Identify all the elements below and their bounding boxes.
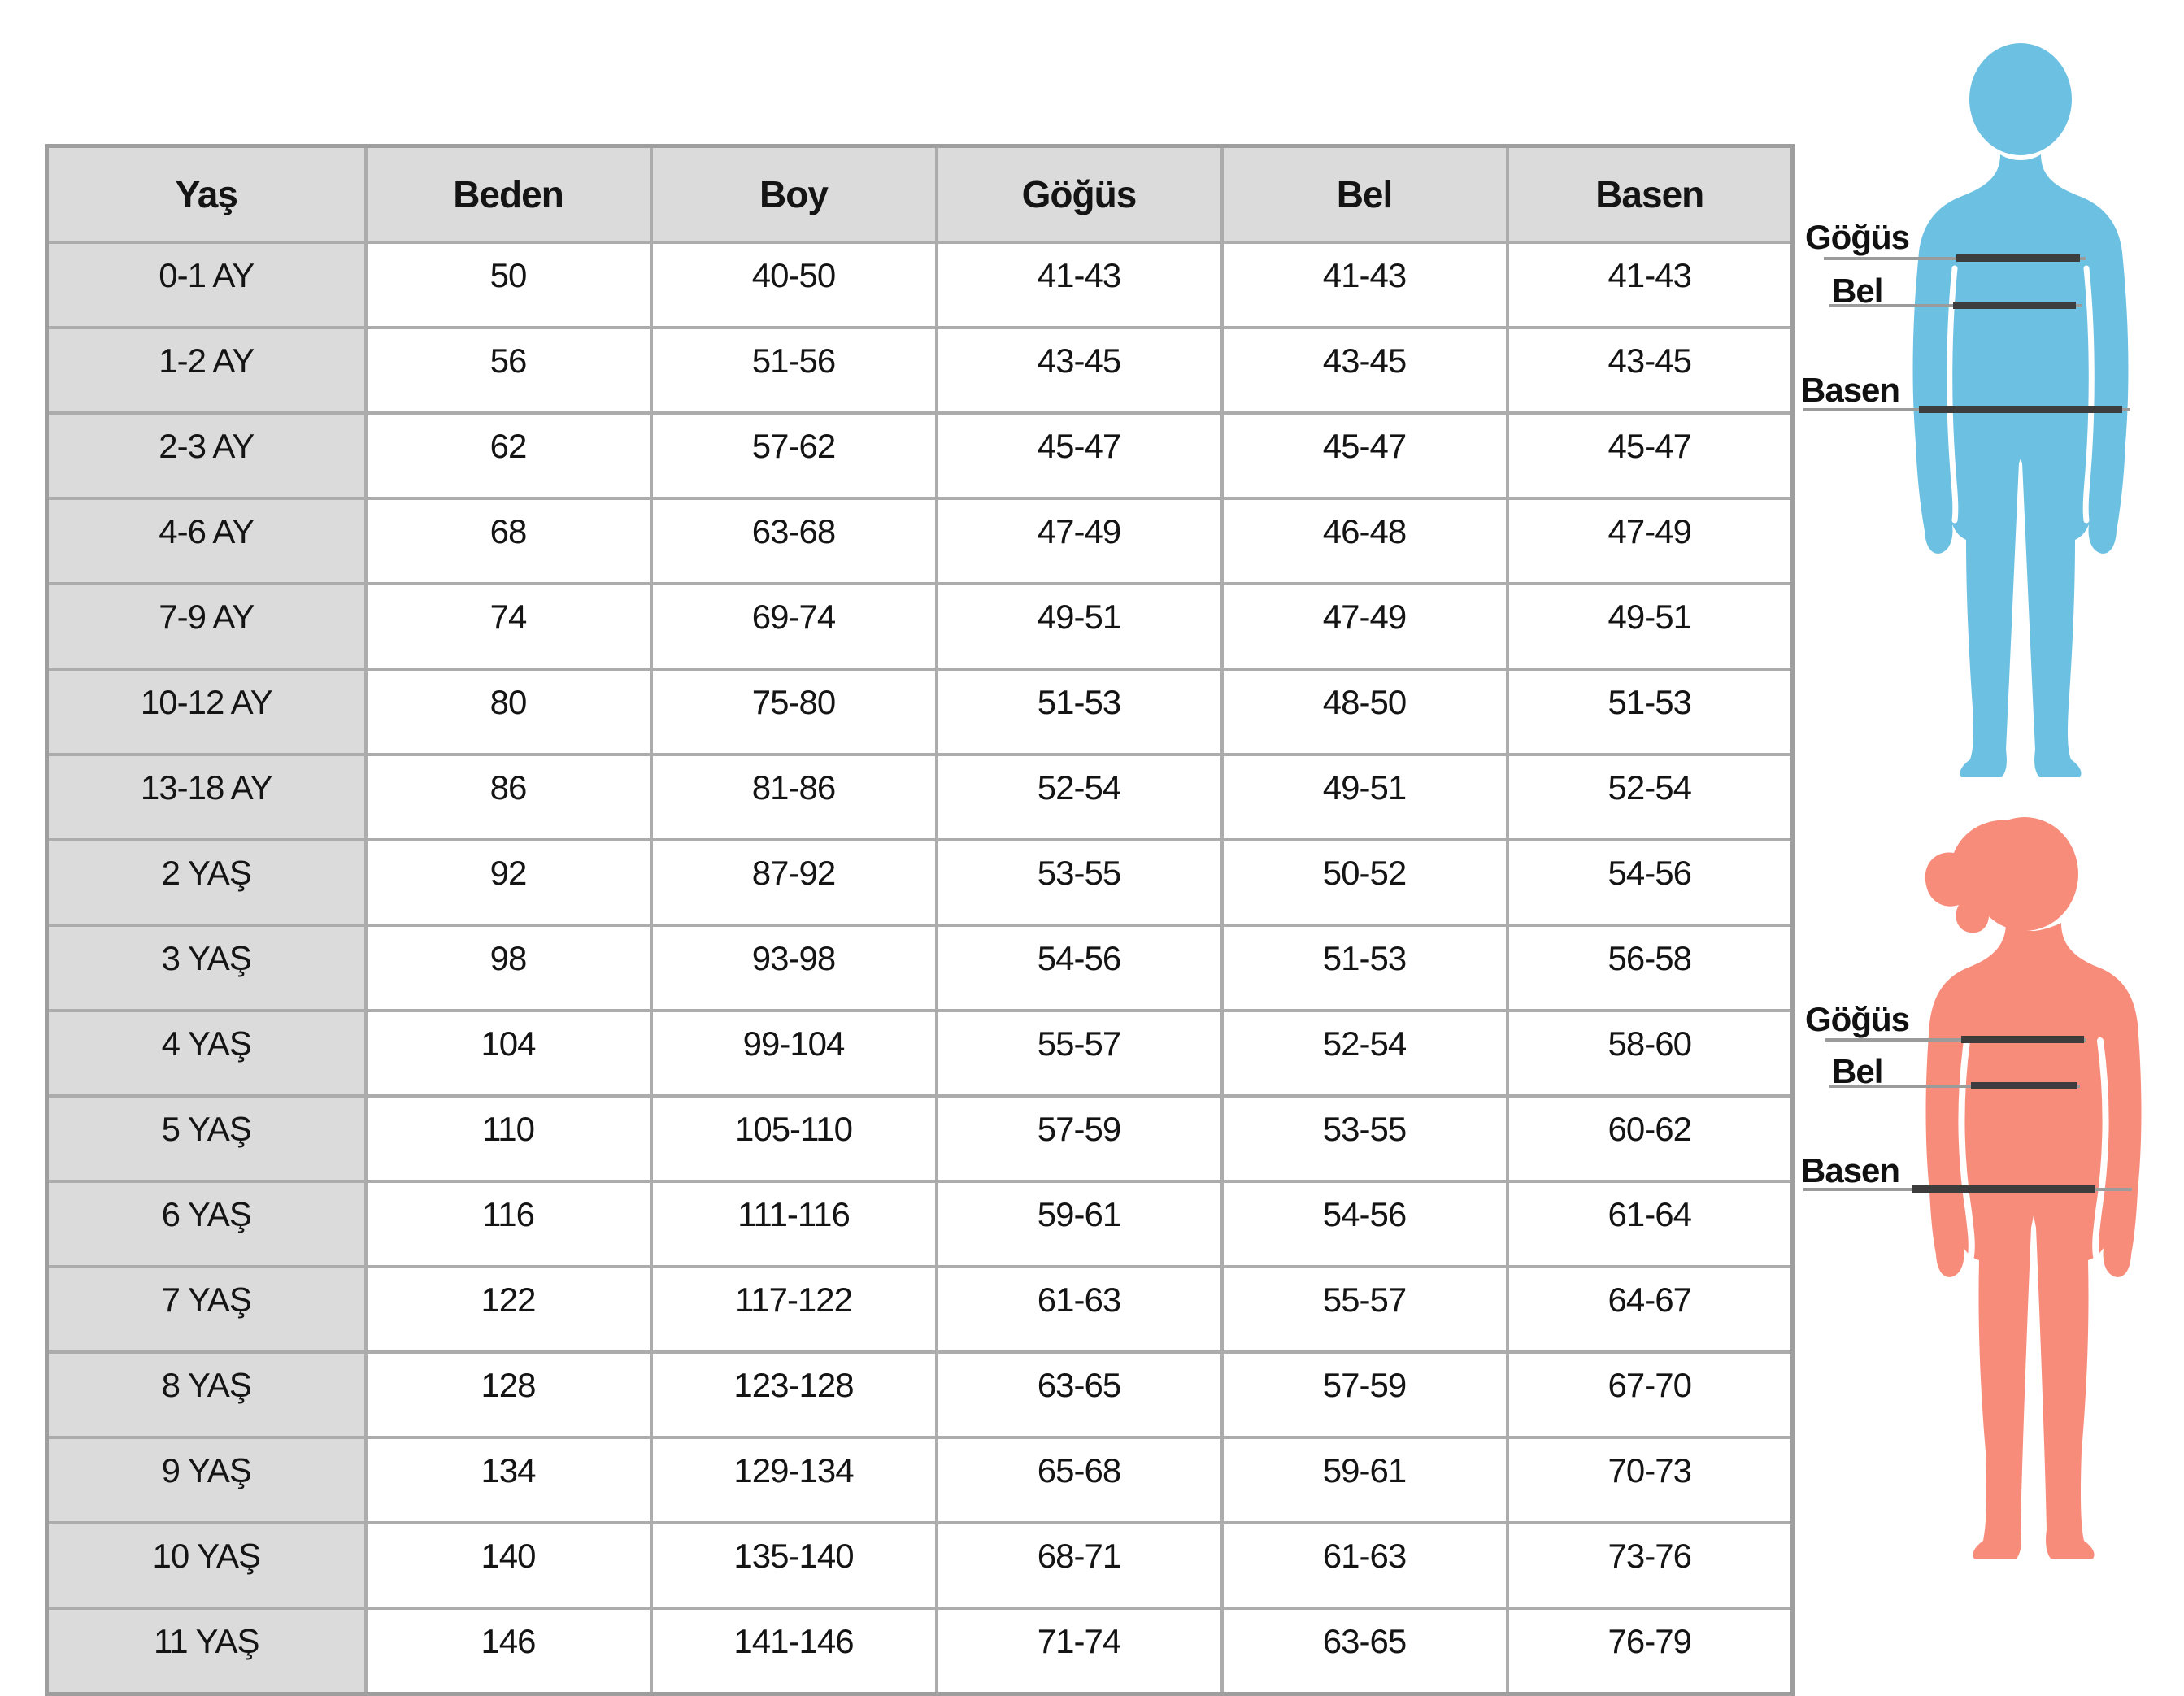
age-cell: 4-6 AY xyxy=(47,498,366,584)
value-cell: 99-104 xyxy=(651,1011,937,1096)
age-cell: 1-2 AY xyxy=(47,328,366,413)
value-cell: 69-74 xyxy=(651,584,937,669)
boy-chest-label: Göğüs xyxy=(1805,218,1909,256)
age-cell: 2-3 AY xyxy=(47,413,366,498)
value-cell: 50 xyxy=(366,242,651,328)
value-cell: 70-73 xyxy=(1507,1437,1793,1523)
table-row xyxy=(47,1437,1793,1523)
value-cell: 53-55 xyxy=(937,840,1222,925)
value-cell: 60-62 xyxy=(1507,1096,1793,1181)
value-cell: 63-65 xyxy=(937,1352,1222,1437)
value-cell: 71-74 xyxy=(937,1608,1222,1694)
value-cell: 59-61 xyxy=(937,1181,1222,1267)
value-cell: 146 xyxy=(366,1608,651,1694)
value-cell: 80 xyxy=(366,669,651,755)
table-row xyxy=(47,584,1793,669)
value-cell: 54-56 xyxy=(1507,840,1793,925)
value-cell: 105-110 xyxy=(651,1096,937,1181)
age-cell: 6 YAŞ xyxy=(47,1181,366,1267)
age-cell: 10-12 AY xyxy=(47,669,366,755)
value-cell: 110 xyxy=(366,1096,651,1181)
value-cell: 43-45 xyxy=(1507,328,1793,413)
age-cell: 10 YAŞ xyxy=(47,1523,366,1608)
value-cell: 54-56 xyxy=(937,925,1222,1011)
age-cell: 7-9 AY xyxy=(47,584,366,669)
column-header: Basen xyxy=(1507,146,1793,243)
age-cell: 0-1 AY xyxy=(47,242,366,328)
age-cell: 7 YAŞ xyxy=(47,1267,366,1352)
age-cell: 3 YAŞ xyxy=(47,925,366,1011)
table-row xyxy=(47,1608,1793,1694)
value-cell: 58-60 xyxy=(1507,1011,1793,1096)
value-cell: 49-51 xyxy=(1222,755,1507,840)
girl-chest-measure-line xyxy=(1961,1036,2084,1043)
value-cell: 55-57 xyxy=(937,1011,1222,1096)
girl-chest-label: Göğüs xyxy=(1805,1000,1909,1038)
value-cell: 47-49 xyxy=(1222,584,1507,669)
value-cell: 48-50 xyxy=(1222,669,1507,755)
boy-silhouette-icon xyxy=(1903,41,2138,797)
value-cell: 47-49 xyxy=(937,498,1222,584)
value-cell: 49-51 xyxy=(1507,584,1793,669)
value-cell: 111-116 xyxy=(651,1181,937,1267)
girl-silhouette-icon xyxy=(1907,809,2143,1614)
table-row xyxy=(47,925,1793,1011)
value-cell: 116 xyxy=(366,1181,651,1267)
age-cell: 9 YAŞ xyxy=(47,1437,366,1523)
value-cell: 57-62 xyxy=(651,413,937,498)
table-row xyxy=(47,498,1793,584)
value-cell: 45-47 xyxy=(1507,413,1793,498)
value-cell: 46-48 xyxy=(1222,498,1507,584)
value-cell: 140 xyxy=(366,1523,651,1608)
value-cell: 61-64 xyxy=(1507,1181,1793,1267)
value-cell: 56-58 xyxy=(1507,925,1793,1011)
table-row xyxy=(47,1267,1793,1352)
value-cell: 68-71 xyxy=(937,1523,1222,1608)
value-cell: 76-79 xyxy=(1507,1608,1793,1694)
column-header: Göğüs xyxy=(937,146,1222,243)
value-cell: 47-49 xyxy=(1507,498,1793,584)
table-row xyxy=(47,242,1793,328)
value-cell: 52-54 xyxy=(937,755,1222,840)
value-cell: 61-63 xyxy=(1222,1523,1507,1608)
girl-waist-measure-line xyxy=(1971,1082,2077,1089)
value-cell: 62 xyxy=(366,413,651,498)
table-row xyxy=(47,1181,1793,1267)
value-cell: 57-59 xyxy=(1222,1352,1507,1437)
value-cell: 51-53 xyxy=(1222,925,1507,1011)
value-cell: 41-43 xyxy=(1507,242,1793,328)
value-cell: 51-53 xyxy=(937,669,1222,755)
boy-hip-measure-line xyxy=(1919,406,2122,413)
value-cell: 56 xyxy=(366,328,651,413)
size-table xyxy=(45,144,1795,1696)
table-row xyxy=(47,1011,1793,1096)
value-cell: 54-56 xyxy=(1222,1181,1507,1267)
value-cell: 87-92 xyxy=(651,840,937,925)
value-cell: 63-68 xyxy=(651,498,937,584)
girl-waist-label: Bel xyxy=(1832,1052,1883,1090)
boy-waist-measure-line xyxy=(1953,302,2076,309)
value-cell: 51-56 xyxy=(651,328,937,413)
value-cell: 49-51 xyxy=(937,584,1222,669)
value-cell: 104 xyxy=(366,1011,651,1096)
boy-hip-label: Basen xyxy=(1801,371,1900,409)
column-header: Boy xyxy=(651,146,937,243)
value-cell: 73-76 xyxy=(1507,1523,1793,1608)
value-cell: 128 xyxy=(366,1352,651,1437)
age-cell: 8 YAŞ xyxy=(47,1352,366,1437)
value-cell: 93-98 xyxy=(651,925,937,1011)
column-header: Yaş xyxy=(47,146,366,243)
value-cell: 122 xyxy=(366,1267,651,1352)
value-cell: 117-122 xyxy=(651,1267,937,1352)
value-cell: 129-134 xyxy=(651,1437,937,1523)
table-row xyxy=(47,755,1793,840)
table-row xyxy=(47,1352,1793,1437)
girl-hip-label: Basen xyxy=(1801,1151,1900,1189)
value-cell: 41-43 xyxy=(937,242,1222,328)
value-cell: 68 xyxy=(366,498,651,584)
column-header: Bel xyxy=(1222,146,1507,243)
value-cell: 40-50 xyxy=(651,242,937,328)
value-cell: 45-47 xyxy=(937,413,1222,498)
value-cell: 123-128 xyxy=(651,1352,937,1437)
value-cell: 41-43 xyxy=(1222,242,1507,328)
value-cell: 65-68 xyxy=(937,1437,1222,1523)
size-table-body xyxy=(47,242,1793,1694)
girl-hip-measure-line xyxy=(1912,1185,2095,1193)
value-cell: 51-53 xyxy=(1507,669,1793,755)
value-cell: 45-47 xyxy=(1222,413,1507,498)
value-cell: 43-45 xyxy=(937,328,1222,413)
age-cell: 11 YAŞ xyxy=(47,1608,366,1694)
value-cell: 98 xyxy=(366,925,651,1011)
value-cell: 59-61 xyxy=(1222,1437,1507,1523)
column-header: Beden xyxy=(366,146,651,243)
age-cell: 13-18 AY xyxy=(47,755,366,840)
value-cell: 134 xyxy=(366,1437,651,1523)
value-cell: 135-140 xyxy=(651,1523,937,1608)
value-cell: 52-54 xyxy=(1222,1011,1507,1096)
value-cell: 50-52 xyxy=(1222,840,1507,925)
table-row xyxy=(47,1096,1793,1181)
value-cell: 86 xyxy=(366,755,651,840)
boy-chest-measure-line xyxy=(1956,254,2080,262)
value-cell: 92 xyxy=(366,840,651,925)
value-cell: 75-80 xyxy=(651,669,937,755)
value-cell: 64-67 xyxy=(1507,1267,1793,1352)
value-cell: 67-70 xyxy=(1507,1352,1793,1437)
value-cell: 74 xyxy=(366,584,651,669)
table-row xyxy=(47,413,1793,498)
value-cell: 81-86 xyxy=(651,755,937,840)
table-row xyxy=(47,840,1793,925)
value-cell: 141-146 xyxy=(651,1608,937,1694)
value-cell: 57-59 xyxy=(937,1096,1222,1181)
age-cell: 2 YAŞ xyxy=(47,840,366,925)
value-cell: 63-65 xyxy=(1222,1608,1507,1694)
table-row xyxy=(47,669,1793,755)
size-table-header-row xyxy=(47,146,1793,243)
table-row xyxy=(47,328,1793,413)
boy-waist-label: Bel xyxy=(1832,272,1883,310)
value-cell: 43-45 xyxy=(1222,328,1507,413)
value-cell: 53-55 xyxy=(1222,1096,1507,1181)
table-row xyxy=(47,1523,1793,1608)
value-cell: 55-57 xyxy=(1222,1267,1507,1352)
value-cell: 61-63 xyxy=(937,1267,1222,1352)
age-cell: 4 YAŞ xyxy=(47,1011,366,1096)
age-cell: 5 YAŞ xyxy=(47,1096,366,1181)
value-cell: 52-54 xyxy=(1507,755,1793,840)
